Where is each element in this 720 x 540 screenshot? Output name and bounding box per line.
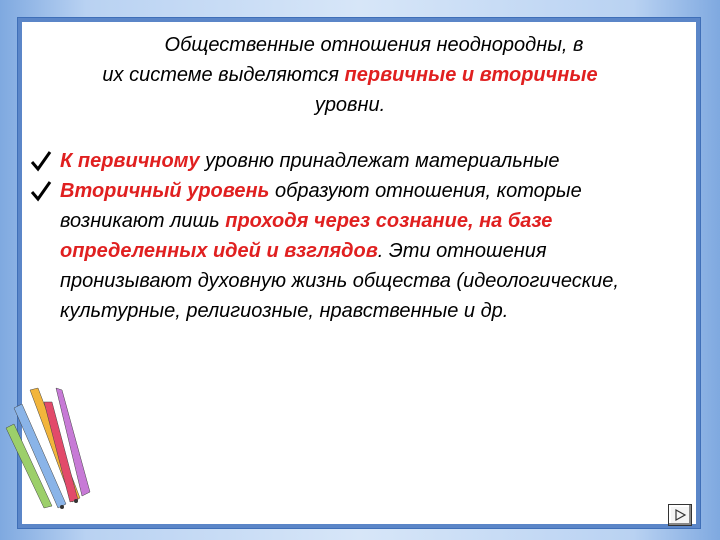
bullet-secondary-highlight: Вторичный уровень [60,180,270,202]
bullet-secondary-highlight-2: проходя через сознание, на базе определенных идей и взглядов [60,210,553,262]
intro-line-1: Общественные отношения неоднородны, в [164,34,584,56]
next-slide-button[interactable] [668,504,692,526]
intro-line-2: их системе выделяются [102,64,345,86]
intro-paragraph [30,30,670,120]
checkmark-icon [30,176,52,206]
intro-line-3: уровни. [314,94,386,116]
bullet-secondary-text: образуют отношения, которые возникают лишь [60,180,582,232]
checkmark-icon [30,146,52,176]
bullet-primary-highlight: К первичному [60,150,200,172]
intro-highlight: первичные и вторичные [344,64,598,86]
bullet-primary-text: уровню принадлежат материальные [199,150,560,172]
bullet-primary [30,146,670,176]
bullet-secondary-ending: . Эти отношения пронизывают духовную жизнь общества (идеологические, культурные, религиозные, нравственные и др. [60,240,619,322]
next-slide-icon [673,508,687,522]
pencils-icon [0,380,120,510]
slide-content [30,30,670,326]
bullet-secondary [30,176,670,326]
